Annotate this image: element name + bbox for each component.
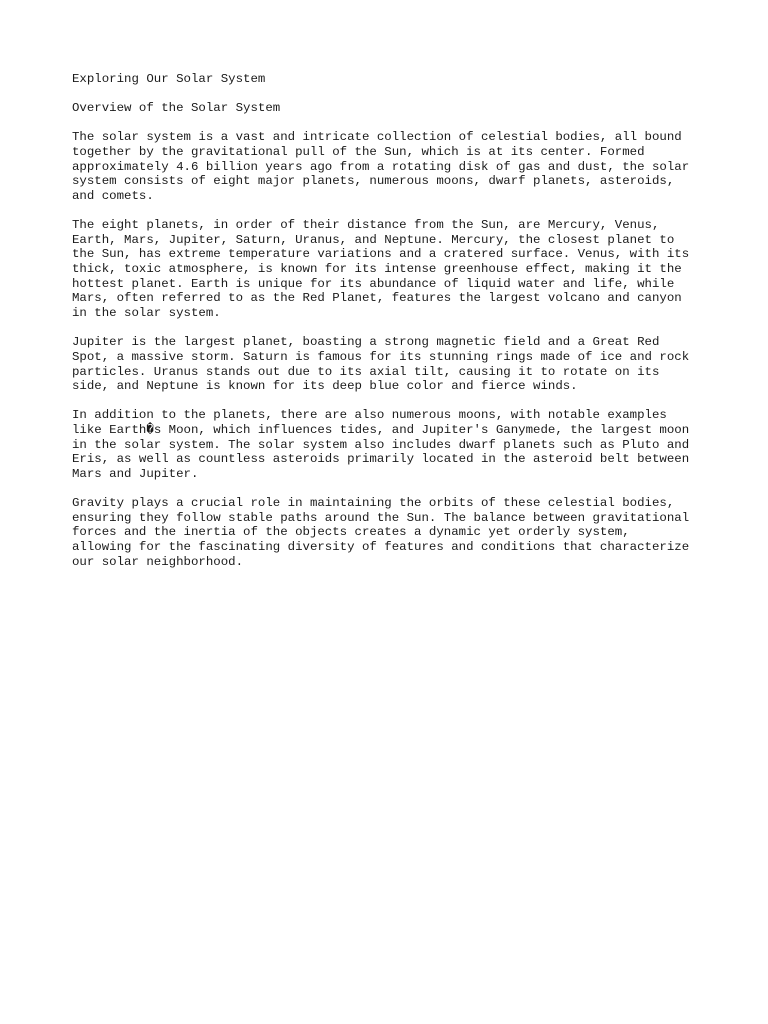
paragraph-2	[72, 218, 712, 321]
paragraph-5	[72, 496, 712, 569]
paragraph-line: our solar neighborhood.	[72, 554, 244, 569]
paragraph-4	[72, 408, 712, 481]
paragraph-line: in the solar system.	[72, 306, 221, 321]
paragraph-line: like Earth�s Moon, which influences tides, and Jupiter's Ganymede, the largest moon	[72, 422, 690, 437]
paragraph-line: Gravity plays a crucial role in maintaining the orbits of these celestial bodies,	[72, 496, 675, 511]
paragraph-line: Mars, often referred to as the Red Planet, features the largest volcano and canyon	[72, 291, 682, 306]
document-page	[72, 72, 712, 584]
paragraph-line: Earth, Mars, Jupiter, Saturn, Uranus, and Neptune. Mercury, the closest planet to	[72, 232, 675, 247]
paragraph-line: Eris, as well as countless asteroids primarily located in the asteroid belt between	[72, 452, 690, 467]
paragraph-line: The solar system is a vast and intricate collection of celestial bodies, all bound	[72, 130, 682, 145]
paragraph-line: side, and Neptune is known for its deep blue color and fierce winds.	[72, 379, 578, 394]
paragraph-line: system consists of eight major planets, numerous moons, dwarf planets, asteroids,	[72, 174, 675, 189]
paragraph-line: forces and the inertia of the objects creates a dynamic yet orderly system,	[72, 525, 630, 540]
paragraph-line: hottest planet. Earth is unique for its abundance of liquid water and life, while	[72, 276, 675, 291]
paragraph-3	[72, 335, 712, 394]
paragraph-line: Spot, a massive storm. Saturn is famous for its stunning rings made of ice and rock	[72, 349, 690, 364]
paragraph-line: thick, toxic atmosphere, is known for its intense greenhouse effect, making it the	[72, 262, 682, 277]
paragraph-line: in the solar system. The solar system also includes dwarf planets such as Pluto and	[72, 437, 690, 452]
paragraph-line: In addition to the planets, there are also numerous moons, with notable examples	[72, 408, 667, 423]
paragraph-line: particles. Uranus stands out due to its axial tilt, causing it to rotate on its	[72, 364, 660, 379]
paragraph-line: Jupiter is the largest planet, boasting a strong magnetic field and a Great Red	[72, 335, 660, 350]
document-title	[72, 72, 712, 87]
section-heading	[72, 101, 712, 116]
paragraph-line: together by the gravitational pull of the Sun, which is at its center. Formed	[72, 144, 645, 159]
paragraph-line: ensuring they follow stable paths around the Sun. The balance between gravitational	[72, 510, 690, 525]
paragraph-line: approximately 4.6 billion years ago from a rotating disk of gas and dust, the solar	[72, 159, 690, 174]
paragraph-line: The eight planets, in order of their distance from the Sun, are Mercury, Venus,	[72, 218, 660, 233]
paragraph-1	[72, 130, 712, 203]
paragraph-line: Mars and Jupiter.	[72, 466, 199, 481]
paragraph-line: the Sun, has extreme temperature variations and a cratered surface. Venus, with its	[72, 247, 690, 262]
paragraph-line: and comets.	[72, 188, 154, 203]
document-title-text: Exploring Our Solar System	[72, 72, 266, 86]
section-heading-text: Overview of the Solar System	[72, 101, 281, 116]
paragraph-line: allowing for the fascinating diversity of features and conditions that characterize	[72, 540, 690, 555]
